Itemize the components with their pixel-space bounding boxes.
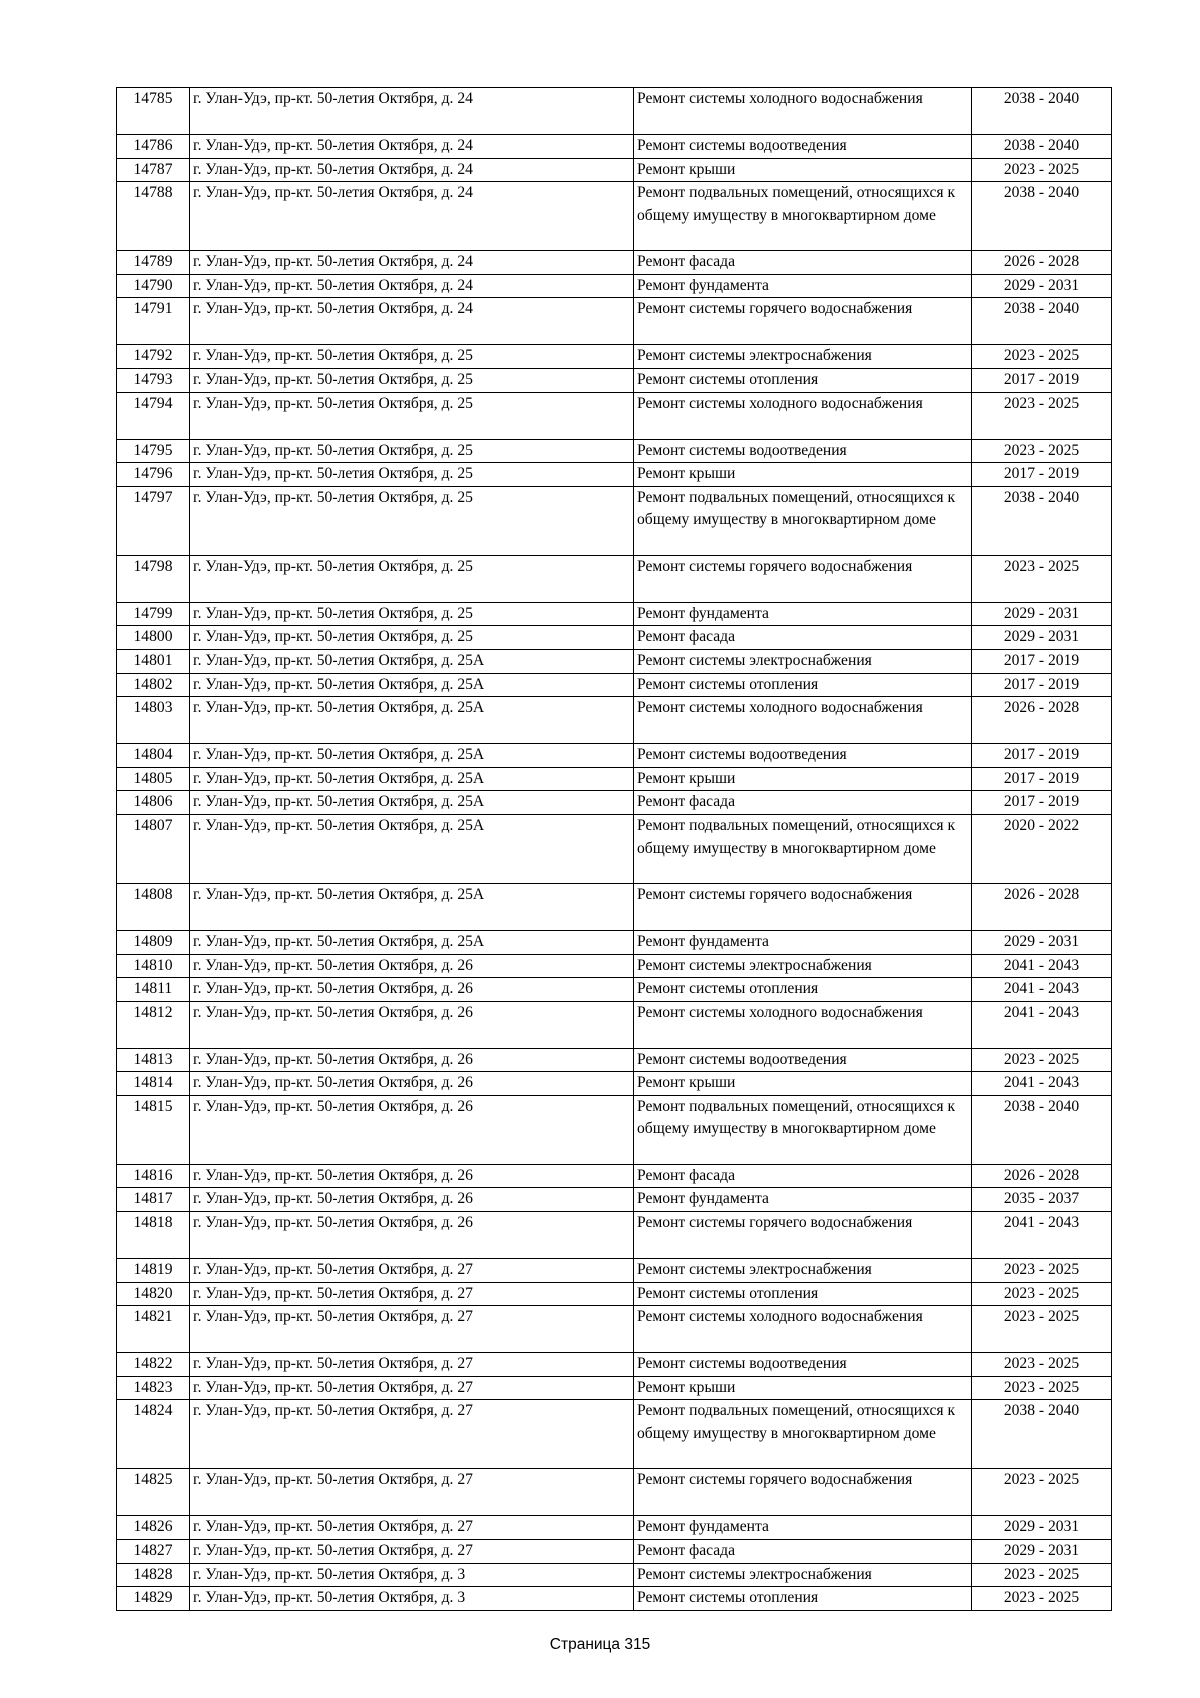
row-number-cell: 14811: [117, 978, 190, 1002]
table-row: [117, 298, 1112, 345]
address-cell: г. Улан-Удэ, пр-кт. 50-летия Октября, д. 26: [190, 954, 634, 978]
row-number-cell: 14798: [117, 555, 190, 602]
row-number-cell: 14817: [117, 1188, 190, 1212]
work-type-cell: Ремонт системы водоотведения: [634, 439, 972, 463]
row-number-cell: 14787: [117, 158, 190, 182]
address-cell: г. Улан-Удэ, пр-кт. 50-летия Октября, д. 25: [190, 439, 634, 463]
work-type-cell: Ремонт подвальных помещений, относящихся к общему имуществу в многоквартирном доме: [634, 814, 972, 883]
table-row: [117, 486, 1112, 555]
work-type-cell: Ремонт подвальных помещений, относящихся к общему имуществу в многоквартирном доме: [634, 1095, 972, 1164]
repair-schedule-table: [116, 87, 1112, 1611]
address-cell: г. Улан-Удэ, пр-кт. 50-летия Октября, д. 27: [190, 1282, 634, 1306]
table-row: [117, 1095, 1112, 1164]
table-body: [117, 88, 1112, 1611]
work-type-cell: Ремонт системы отопления: [634, 1587, 972, 1611]
work-type-cell: Ремонт системы горячего водоснабжения: [634, 1469, 972, 1516]
table-row: [117, 1540, 1112, 1564]
period-cell: 2041 - 2043: [972, 1001, 1112, 1048]
table-row: [117, 1188, 1112, 1212]
table-row: [117, 1469, 1112, 1516]
period-cell: 2026 - 2028: [972, 697, 1112, 744]
address-cell: г. Улан-Удэ, пр-кт. 50-летия Октября, д. 25А: [190, 883, 634, 930]
period-cell: 2029 - 2031: [972, 930, 1112, 954]
period-cell: 2041 - 2043: [972, 1072, 1112, 1096]
period-cell: 2017 - 2019: [972, 767, 1112, 791]
row-number-cell: 14810: [117, 954, 190, 978]
work-type-cell: Ремонт фасада: [634, 251, 972, 275]
work-type-cell: Ремонт системы отопления: [634, 368, 972, 392]
table-row: [117, 1353, 1112, 1377]
row-number-cell: 14813: [117, 1048, 190, 1072]
row-number-cell: 14791: [117, 298, 190, 345]
table-row: [117, 1306, 1112, 1353]
address-cell: г. Улан-Удэ, пр-кт. 50-летия Октября, д. 27: [190, 1353, 634, 1377]
period-cell: 2023 - 2025: [972, 1048, 1112, 1072]
period-cell: 2023 - 2025: [972, 1259, 1112, 1283]
table-row: [117, 978, 1112, 1002]
work-type-cell: Ремонт фасада: [634, 1164, 972, 1188]
period-cell: 2041 - 2043: [972, 978, 1112, 1002]
work-type-cell: Ремонт подвальных помещений, относящихся к общему имуществу в многоквартирном доме: [634, 486, 972, 555]
period-cell: 2023 - 2025: [972, 1353, 1112, 1377]
work-type-cell: Ремонт крыши: [634, 767, 972, 791]
period-cell: 2023 - 2025: [972, 1376, 1112, 1400]
address-cell: г. Улан-Удэ, пр-кт. 50-летия Октября, д. 26: [190, 1212, 634, 1259]
table-row: [117, 555, 1112, 602]
period-cell: 2017 - 2019: [972, 463, 1112, 487]
address-cell: г. Улан-Удэ, пр-кт. 50-летия Октября, д. 26: [190, 1188, 634, 1212]
page-number: Страница 315: [549, 1636, 651, 1653]
row-number-cell: 14788: [117, 182, 190, 251]
address-cell: г. Улан-Удэ, пр-кт. 50-летия Октября, д. 25А: [190, 673, 634, 697]
row-number-cell: 14822: [117, 1353, 190, 1377]
address-cell: г. Улан-Удэ, пр-кт. 50-летия Октября, д. 25: [190, 626, 634, 650]
work-type-cell: Ремонт системы электроснабжения: [634, 345, 972, 369]
table-row: [117, 182, 1112, 251]
address-cell: г. Улан-Удэ, пр-кт. 50-летия Октября, д. 27: [190, 1259, 634, 1283]
address-cell: г. Улан-Удэ, пр-кт. 50-летия Октября, д. 25: [190, 368, 634, 392]
table-row: [117, 135, 1112, 159]
work-type-cell: Ремонт системы водоотведения: [634, 135, 972, 159]
row-number-cell: 14824: [117, 1400, 190, 1469]
address-cell: г. Улан-Удэ, пр-кт. 50-летия Октября, д. 25: [190, 486, 634, 555]
work-type-cell: Ремонт крыши: [634, 463, 972, 487]
period-cell: 2029 - 2031: [972, 1540, 1112, 1564]
row-number-cell: 14792: [117, 345, 190, 369]
address-cell: г. Улан-Удэ, пр-кт. 50-летия Октября, д. 3: [190, 1563, 634, 1587]
work-type-cell: Ремонт системы горячего водоснабжения: [634, 298, 972, 345]
table-row: [117, 88, 1112, 135]
work-type-cell: Ремонт системы горячего водоснабжения: [634, 555, 972, 602]
table-row: [117, 814, 1112, 883]
period-cell: 2017 - 2019: [972, 649, 1112, 673]
period-cell: 2029 - 2031: [972, 602, 1112, 626]
table-row: [117, 392, 1112, 439]
row-number-cell: 14805: [117, 767, 190, 791]
address-cell: г. Улан-Удэ, пр-кт. 50-летия Октября, д. 27: [190, 1469, 634, 1516]
row-number-cell: 14826: [117, 1516, 190, 1540]
row-number-cell: 14797: [117, 486, 190, 555]
period-cell: 2017 - 2019: [972, 744, 1112, 768]
period-cell: 2038 - 2040: [972, 182, 1112, 251]
work-type-cell: Ремонт системы холодного водоснабжения: [634, 392, 972, 439]
row-number-cell: 14796: [117, 463, 190, 487]
address-cell: г. Улан-Удэ, пр-кт. 50-летия Октября, д. 27: [190, 1516, 634, 1540]
work-type-cell: Ремонт крыши: [634, 1072, 972, 1096]
work-type-cell: Ремонт системы водоотведения: [634, 1353, 972, 1377]
row-number-cell: 14794: [117, 392, 190, 439]
address-cell: г. Улан-Удэ, пр-кт. 50-летия Октября, д. 25А: [190, 767, 634, 791]
address-cell: г. Улан-Удэ, пр-кт. 50-летия Октября, д. 25А: [190, 697, 634, 744]
work-type-cell: Ремонт подвальных помещений, относящихся к общему имуществу в многоквартирном доме: [634, 182, 972, 251]
row-number-cell: 14803: [117, 697, 190, 744]
row-number-cell: 14820: [117, 1282, 190, 1306]
row-number-cell: 14807: [117, 814, 190, 883]
row-number-cell: 14816: [117, 1164, 190, 1188]
period-cell: 2023 - 2025: [972, 555, 1112, 602]
row-number-cell: 14801: [117, 649, 190, 673]
period-cell: 2023 - 2025: [972, 345, 1112, 369]
work-type-cell: Ремонт системы холодного водоснабжения: [634, 1001, 972, 1048]
row-number-cell: 14814: [117, 1072, 190, 1096]
table-row: [117, 1376, 1112, 1400]
address-cell: г. Улан-Удэ, пр-кт. 50-летия Октября, д. 24: [190, 251, 634, 275]
table-row: [117, 1587, 1112, 1611]
table-row: [117, 767, 1112, 791]
work-type-cell: Ремонт системы холодного водоснабжения: [634, 88, 972, 135]
address-cell: г. Улан-Удэ, пр-кт. 50-летия Октября, д. 25: [190, 555, 634, 602]
address-cell: г. Улан-Удэ, пр-кт. 50-летия Октября, д. 24: [190, 135, 634, 159]
work-type-cell: Ремонт крыши: [634, 158, 972, 182]
table-row: [117, 1400, 1112, 1469]
address-cell: г. Улан-Удэ, пр-кт. 50-летия Октября, д. 26: [190, 1095, 634, 1164]
period-cell: 2023 - 2025: [972, 392, 1112, 439]
work-type-cell: Ремонт системы водоотведения: [634, 1048, 972, 1072]
period-cell: 2023 - 2025: [972, 1563, 1112, 1587]
address-cell: г. Улан-Удэ, пр-кт. 50-летия Октября, д. 26: [190, 1164, 634, 1188]
work-type-cell: Ремонт системы электроснабжения: [634, 649, 972, 673]
address-cell: г. Улан-Удэ, пр-кт. 50-летия Октября, д. 24: [190, 274, 634, 298]
work-type-cell: Ремонт системы электроснабжения: [634, 954, 972, 978]
period-cell: 2023 - 2025: [972, 1587, 1112, 1611]
period-cell: 2038 - 2040: [972, 88, 1112, 135]
address-cell: г. Улан-Удэ, пр-кт. 50-летия Октября, д. 24: [190, 88, 634, 135]
table-row: [117, 1259, 1112, 1283]
address-cell: г. Улан-Удэ, пр-кт. 50-летия Октября, д. 25А: [190, 649, 634, 673]
address-cell: г. Улан-Удэ, пр-кт. 50-летия Октября, д. 24: [190, 158, 634, 182]
table-row: [117, 930, 1112, 954]
row-number-cell: 14789: [117, 251, 190, 275]
table-row: [117, 1164, 1112, 1188]
row-number-cell: 14799: [117, 602, 190, 626]
address-cell: г. Улан-Удэ, пр-кт. 50-летия Октября, д. 25: [190, 345, 634, 369]
work-type-cell: Ремонт системы отопления: [634, 978, 972, 1002]
row-number-cell: 14800: [117, 626, 190, 650]
address-cell: г. Улан-Удэ, пр-кт. 50-летия Октября, д. 27: [190, 1306, 634, 1353]
table-row: [117, 1212, 1112, 1259]
table-row: [117, 1282, 1112, 1306]
table-row: [117, 954, 1112, 978]
table-row: [117, 744, 1112, 768]
period-cell: 2017 - 2019: [972, 368, 1112, 392]
table-row: [117, 1001, 1112, 1048]
row-number-cell: 14819: [117, 1259, 190, 1283]
period-cell: 2023 - 2025: [972, 1282, 1112, 1306]
row-number-cell: 14827: [117, 1540, 190, 1564]
period-cell: 2023 - 2025: [972, 1306, 1112, 1353]
work-type-cell: Ремонт системы холодного водоснабжения: [634, 697, 972, 744]
period-cell: 2038 - 2040: [972, 298, 1112, 345]
table-row: [117, 463, 1112, 487]
address-cell: г. Улан-Удэ, пр-кт. 50-летия Октября, д. 25А: [190, 814, 634, 883]
row-number-cell: 14823: [117, 1376, 190, 1400]
work-type-cell: Ремонт системы холодного водоснабжения: [634, 1306, 972, 1353]
address-cell: г. Улан-Удэ, пр-кт. 50-летия Октября, д. 27: [190, 1540, 634, 1564]
work-type-cell: Ремонт фасада: [634, 791, 972, 815]
work-type-cell: Ремонт фасада: [634, 626, 972, 650]
period-cell: 2038 - 2040: [972, 1095, 1112, 1164]
address-cell: г. Улан-Удэ, пр-кт. 50-летия Октября, д. 27: [190, 1376, 634, 1400]
row-number-cell: 14804: [117, 744, 190, 768]
period-cell: 2026 - 2028: [972, 883, 1112, 930]
table-row: [117, 602, 1112, 626]
table-row: [117, 883, 1112, 930]
address-cell: г. Улан-Удэ, пр-кт. 50-летия Октября, д. 25А: [190, 791, 634, 815]
work-type-cell: Ремонт системы электроснабжения: [634, 1259, 972, 1283]
address-cell: г. Улан-Удэ, пр-кт. 50-летия Октября, д. 25: [190, 463, 634, 487]
table-row: [117, 1048, 1112, 1072]
table-row: [117, 649, 1112, 673]
table-row: [117, 368, 1112, 392]
row-number-cell: 14793: [117, 368, 190, 392]
row-number-cell: 14818: [117, 1212, 190, 1259]
row-number-cell: 14821: [117, 1306, 190, 1353]
work-type-cell: Ремонт системы отопления: [634, 673, 972, 697]
table-row: [117, 791, 1112, 815]
address-cell: г. Улан-Удэ, пр-кт. 50-летия Октября, д. 25: [190, 392, 634, 439]
work-type-cell: Ремонт фундамента: [634, 1188, 972, 1212]
row-number-cell: 14806: [117, 791, 190, 815]
period-cell: 2041 - 2043: [972, 954, 1112, 978]
work-type-cell: Ремонт подвальных помещений, относящихся к общему имуществу в многоквартирном доме: [634, 1400, 972, 1469]
row-number-cell: 14802: [117, 673, 190, 697]
row-number-cell: 14825: [117, 1469, 190, 1516]
work-type-cell: Ремонт крыши: [634, 1376, 972, 1400]
work-type-cell: Ремонт системы горячего водоснабжения: [634, 883, 972, 930]
table-row: [117, 251, 1112, 275]
row-number-cell: 14808: [117, 883, 190, 930]
period-cell: 2029 - 2031: [972, 1516, 1112, 1540]
row-number-cell: 14812: [117, 1001, 190, 1048]
table-row: [117, 1516, 1112, 1540]
period-cell: 2038 - 2040: [972, 1400, 1112, 1469]
row-number-cell: 14790: [117, 274, 190, 298]
work-type-cell: Ремонт системы водоотведения: [634, 744, 972, 768]
address-cell: г. Улан-Удэ, пр-кт. 50-летия Октября, д. 26: [190, 1048, 634, 1072]
period-cell: 2017 - 2019: [972, 673, 1112, 697]
address-cell: г. Улан-Удэ, пр-кт. 50-летия Октября, д. 3: [190, 1587, 634, 1611]
period-cell: 2029 - 2031: [972, 626, 1112, 650]
row-number-cell: 14809: [117, 930, 190, 954]
address-cell: г. Улан-Удэ, пр-кт. 50-летия Октября, д. 25А: [190, 744, 634, 768]
address-cell: г. Улан-Удэ, пр-кт. 50-летия Октября, д. 26: [190, 978, 634, 1002]
address-cell: г. Улан-Удэ, пр-кт. 50-летия Октября, д. 26: [190, 1001, 634, 1048]
work-type-cell: Ремонт системы отопления: [634, 1282, 972, 1306]
address-cell: г. Улан-Удэ, пр-кт. 50-летия Октября, д. 24: [190, 298, 634, 345]
row-number-cell: 14828: [117, 1563, 190, 1587]
period-cell: 2038 - 2040: [972, 486, 1112, 555]
period-cell: 2023 - 2025: [972, 1469, 1112, 1516]
address-cell: г. Улан-Удэ, пр-кт. 50-летия Октября, д. 27: [190, 1400, 634, 1469]
table-row: [117, 158, 1112, 182]
period-cell: 2020 - 2022: [972, 814, 1112, 883]
address-cell: г. Улан-Удэ, пр-кт. 50-летия Октября, д. 25: [190, 602, 634, 626]
row-number-cell: 14795: [117, 439, 190, 463]
period-cell: 2038 - 2040: [972, 135, 1112, 159]
work-type-cell: Ремонт системы электроснабжения: [634, 1563, 972, 1587]
table-row: [117, 673, 1112, 697]
period-cell: 2017 - 2019: [972, 791, 1112, 815]
period-cell: 2023 - 2025: [972, 158, 1112, 182]
table-row: [117, 274, 1112, 298]
period-cell: 2023 - 2025: [972, 439, 1112, 463]
row-number-cell: 14786: [117, 135, 190, 159]
work-type-cell: Ремонт фундамента: [634, 274, 972, 298]
period-cell: 2035 - 2037: [972, 1188, 1112, 1212]
row-number-cell: 14815: [117, 1095, 190, 1164]
work-type-cell: Ремонт фасада: [634, 1540, 972, 1564]
period-cell: 2026 - 2028: [972, 1164, 1112, 1188]
table-row: [117, 345, 1112, 369]
address-cell: г. Улан-Удэ, пр-кт. 50-летия Октября, д. 25А: [190, 930, 634, 954]
work-type-cell: Ремонт фундамента: [634, 1516, 972, 1540]
address-cell: г. Улан-Удэ, пр-кт. 50-летия Октября, д. 24: [190, 182, 634, 251]
table-row: [117, 439, 1112, 463]
address-cell: г. Улан-Удэ, пр-кт. 50-летия Октября, д. 26: [190, 1072, 634, 1096]
work-type-cell: Ремонт фундамента: [634, 930, 972, 954]
work-type-cell: Ремонт фундамента: [634, 602, 972, 626]
row-number-cell: 14785: [117, 88, 190, 135]
row-number-cell: 14829: [117, 1587, 190, 1611]
period-cell: 2041 - 2043: [972, 1212, 1112, 1259]
work-type-cell: Ремонт системы горячего водоснабжения: [634, 1212, 972, 1259]
table-row: [117, 697, 1112, 744]
table-row: [117, 1563, 1112, 1587]
period-cell: 2029 - 2031: [972, 274, 1112, 298]
table-row: [117, 1072, 1112, 1096]
period-cell: 2026 - 2028: [972, 251, 1112, 275]
table-row: [117, 626, 1112, 650]
